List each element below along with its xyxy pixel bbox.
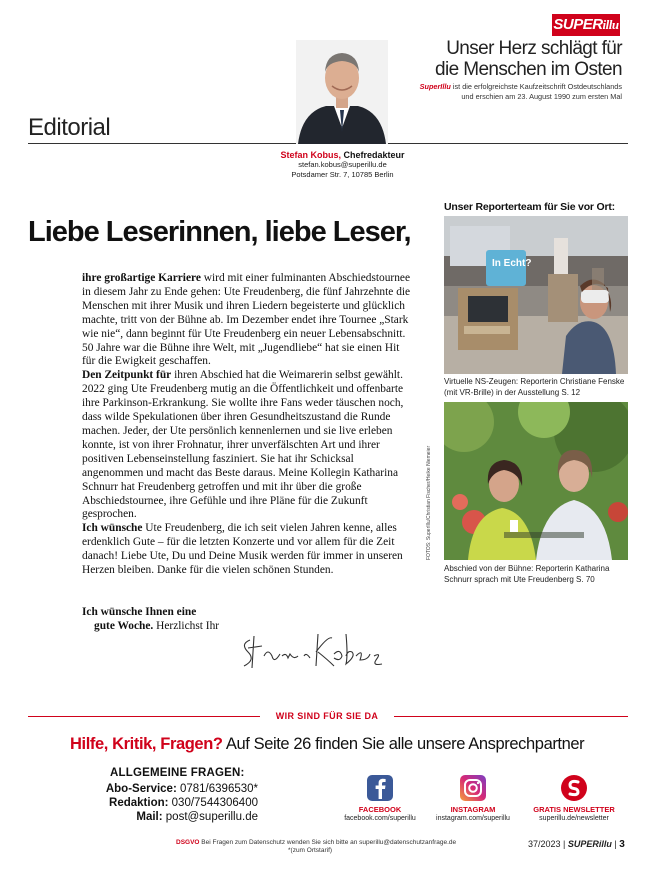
signature: [236, 626, 386, 679]
paragraph-1: ihre großartige Karriere wird mit einer fulminanten Abschiedstournee in diesem Jahr zu Ende gehen: Ute Freudenberg, die fünf Jahrzehnte die Menschen mit ihrer Musik und ihren Liedern begeisterte und glücklich machte, tritt von der Bühne ab. Im Dezember endet ihre Tournee „Stark wie nie“, dann beginnt für Ute Freudenberg ein neuer Lebensabschnitt. 50 Jahre war die Bühne ihre Welt, mit „Jugendliebe“ hat sie einen Hit für die Ewigkeit geschaffen.: [82, 272, 411, 368]
mail[interactable]: Mail: post@superillu.de: [136, 811, 258, 823]
general-questions-title: ALLGEMEINE FRAGEN:: [110, 767, 245, 779]
redaktion: Redaktion: 030/7544306400: [109, 797, 258, 809]
photo-vr-exhibition: [444, 216, 628, 374]
author-portrait: [296, 40, 388, 144]
slogan-subline: SuperIllu ist die erfolgreichste Kaufzeitschrift Ostdeutschlands und erschien am 23. August 1990 zum ersten Mal: [419, 82, 622, 101]
author-role: Chefredakteur: [340, 150, 405, 160]
page-footer: 37/2023 | SUPERillu | 3: [528, 839, 625, 850]
abo-service: Abo-Service: 0781/6396530*: [105, 783, 258, 795]
service-rule-left: [28, 716, 260, 717]
caption-photo-1: Virtuelle NS-Zeugen: Reporterin Christiane Fenske (mit VR-Brille) in der Ausstellung S. 12: [444, 377, 625, 397]
instagram-icon: [460, 775, 486, 801]
superillu-logo: SUPERillu: [552, 14, 620, 36]
photo-interview: [444, 402, 628, 560]
paragraph-2: Den Zeitpunkt für ihren Abschied hat die Weimarerin selbst gewählt. 2022 ging Ute Freudenberg mutig an die Öffentlichkeit und offenbarte ihre Parkinson-Erkrankung. Sie wollte ihre Fans weder täuschen noch, dass wilde Spekulationen über ihren Gesundheitszustand die Runde machen. Jeder, der Ute persönlich kennenlernen und sie live erleben konnte, ist von ihrer Frohnatur, ihrer unverfälschten Art und ihrer positiven Lebenseinstellung fasziniert. Sie hat ihr Schicksal angenommen und macht das Beste daraus. Meine Kollegin Katharina Schnurr hat Freudenberg getroffen und mit ihr über die große Abschiedstournee, ihre Gefühle und ihre Pläne für die Zukunft gesprochen.: [82, 369, 404, 521]
service-rule-right: [394, 716, 628, 717]
newsletter-icon: [561, 775, 587, 801]
author-address: Potsdamer Str. 7, 10785 Berlin: [291, 170, 394, 179]
help-line: Hilfe, Kritik, Fragen? Auf Seite 26 finden Sie alle unsere Ansprechpartner: [70, 735, 585, 753]
dsgvo-note: DSGVO Bei Fragen zum Datenschutz wenden Sie sich bitte an superillu@datenschutzanfrage.de *(zum Ortstarif): [176, 839, 457, 854]
facebook-link[interactable]: FACEBOOK facebook.com/superillu: [330, 775, 430, 823]
author-info: [230, 150, 455, 180]
section-title: Editorial: [28, 114, 111, 141]
instagram-link[interactable]: INSTAGRAM instagram.com/superillu: [423, 775, 523, 823]
author-email[interactable]: stefan.kobus@superillu.de: [298, 160, 387, 169]
author-name: Stefan Kobus,: [280, 150, 341, 160]
paragraph-3: Ich wünsche Ute Freudenberg, die ich seit vielen Jahren kenne, alles erdenklich Gute – für die letzten Konzerte und vor allem für die Zeit danach! Liebe Ute, Du und Deine Musik werden für immer in unseren Herzen bleiben. Danke für die vielen schönen Stunden.: [82, 522, 403, 577]
service-banner: WIR SIND FÜR SIE DA: [275, 711, 379, 721]
closing: Ich wünsche Ihnen eine gute Woche. Herzlichst Ihr: [82, 606, 220, 632]
page-number: 3: [619, 839, 625, 850]
reporter-team-title: Unser Reporterteam für Sie vor Ort:: [444, 201, 615, 213]
photo-credit: FOTOS: SuperIllu/Christian Fischer/Heike Niemeier: [426, 445, 432, 560]
facebook-icon: [367, 775, 393, 801]
headline: Liebe Leserinnen, liebe Leser,: [28, 216, 411, 248]
article-body: [82, 272, 412, 578]
slogan: Unser Herz schlägt für die Menschen im Osten: [435, 38, 622, 80]
caption-photo-2: Abschied von der Bühne: Reporterin Katharina Schnurr sprach mit Ute Freudenberg S. 70: [444, 564, 610, 584]
photo-sign-text: In Echt?: [492, 258, 532, 269]
newsletter-link[interactable]: GRATIS NEWSLETTER superillu.de/newsletter: [524, 775, 624, 823]
